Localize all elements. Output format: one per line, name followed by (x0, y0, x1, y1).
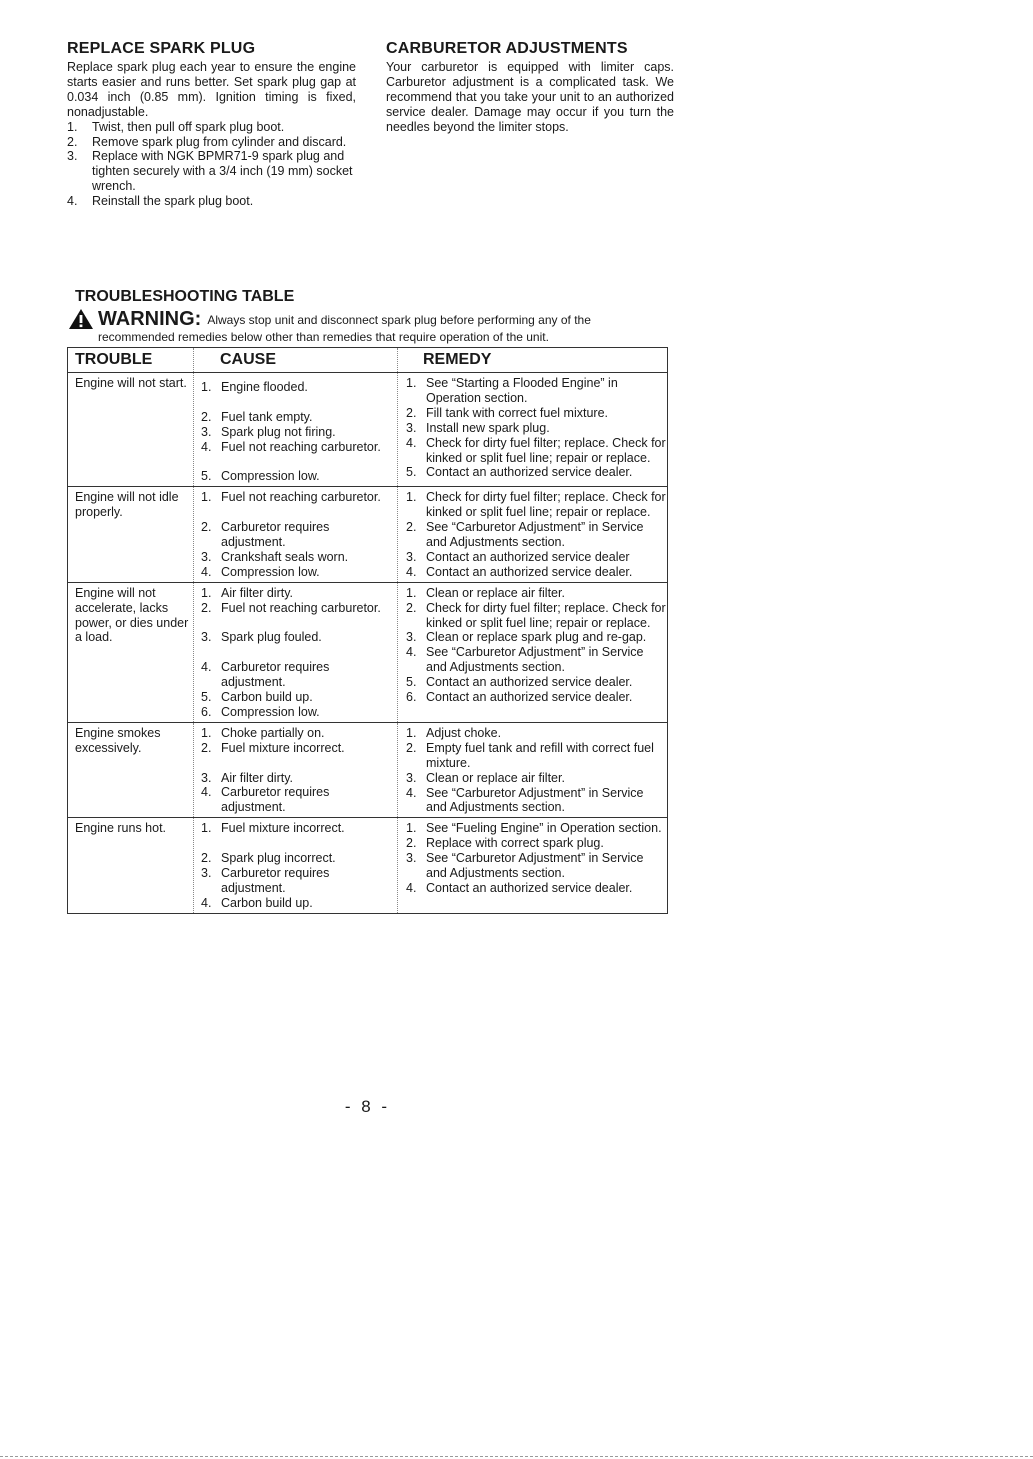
cause-cell: 1. Air filter dirty. 2. Fuel not reaching carburetor. 3. Spark plug fouled. 4. Carburetor requires adjustment. 5. Carbon build up. 6. Compression low. (194, 582, 398, 722)
table-row (68, 818, 668, 913)
list-item: 2. Remove spark plug from cylinder and discard. (67, 134, 347, 149)
trouble-cell: Engine smokes excessively. (68, 722, 194, 817)
spark-plug-steps (67, 120, 356, 209)
table-row (68, 722, 668, 817)
warning-triangle-icon (68, 308, 94, 330)
table-row (68, 373, 668, 487)
carburetor-section (386, 40, 674, 135)
page-number: - 8 - (344, 1097, 391, 1116)
spark-plug-section (67, 40, 356, 209)
trouble-cell: Engine will not idle properly. (68, 487, 194, 582)
remedy-cell: 1. Adjust choke. 2. Empty fuel tank and refill with correct fuel mixture. 3. Clean or replace air filter. 4. See “Carburetor Adjustment” in Service and Adjustments section. (398, 722, 668, 817)
header-trouble: TROUBLE (68, 348, 194, 373)
warning-block (68, 308, 668, 345)
trouble-cell: Engine will not accelerate, lacks power, or dies under a load. (68, 582, 194, 722)
warning-text: Always stop unit and disconnect spark plug before performing any of the (207, 313, 591, 327)
spark-plug-intro: Replace spark plug each year to ensure the engine starts easier and runs better. Set spark plug gap at 0.034 inch (0.85 mm). Ignition timing is fixed, nonadjustable. (67, 60, 356, 119)
remedy-cell: 1. See “Starting a Flooded Engine” in Operation section. 2. Fill tank with correct fuel mixture. 3. Install new spark plug. 4. Check for dirty fuel filter; replace. Check for kinked or split fuel line; repair or replace. 5. Contact an authorized service dealer. (398, 373, 668, 487)
troubleshooting-table (67, 347, 668, 914)
table-row (68, 582, 668, 722)
cause-cell: 1. Engine flooded. 2. Fuel tank empty. 3. Spark plug not firing. 4. Fuel not reaching carburetor. 5. Compression low. (194, 373, 398, 487)
troubleshooting-heading: TROUBLESHOOTING TABLE (75, 288, 295, 305)
cause-cell: 1. Choke partially on. 2. Fuel mixture incorrect. 3. Air filter dirty. 4. Carburetor requires adjustment. (194, 722, 398, 817)
trouble-cell: Engine will not start. (68, 373, 194, 487)
remedy-cell: 1. See “Fueling Engine” in Operation section. 2. Replace with correct spark plug. 3. See “Carburetor Adjustment” in Service and Adjustments section. 4. Contact an authorized service dealer. (398, 818, 668, 913)
warning-label: WARNING: (98, 308, 202, 330)
list-item: 3. Replace with NGK BPMR71-9 spark plug and tighten securely with a 3/4 inch (19 mm) socket wrench. (67, 149, 353, 194)
bottom-border (0, 1456, 1033, 1457)
warning-text-continued: recommended remedies below other than remedies that require operation of the unit. (98, 330, 549, 344)
header-remedy: REMEDY (398, 348, 668, 373)
list-item: 1. Twist, then pull off spark plug boot. (67, 119, 285, 134)
carburetor-text: Your carburetor is equipped with limiter caps. Carburetor adjustment is a complicated task. We recommend that you take your unit to an authorized service dealer. Damage may occur if you turn the needles beyond the limiter stops. (386, 60, 674, 134)
carburetor-heading: CARBURETOR ADJUSTMENTS (386, 40, 628, 57)
table-row (68, 487, 668, 582)
header-cause: CAUSE (194, 348, 398, 373)
list-item: 4. Reinstall the spark plug boot. (67, 194, 254, 209)
spark-plug-heading: REPLACE SPARK PLUG (67, 40, 256, 57)
cause-cell: 1. Fuel not reaching carburetor. 2. Carburetor requires adjustment. 3. Crankshaft seals worn. 4. Compression low. (194, 487, 398, 582)
cause-cell: 1. Fuel mixture incorrect. 2. Spark plug incorrect. 3. Carburetor requires adjustment. 4. Carbon build up. (194, 818, 398, 913)
trouble-cell: Engine runs hot. (68, 818, 194, 913)
remedy-cell: 1. Clean or replace air filter. 2. Check for dirty fuel filter; replace. Check for kinked or split fuel line; repair or replace. 3. Clean or replace spark plug and re-gap. 4. See “Carburetor Adjustment” in Service and Adjustments section. 5. Contact an authorized service dealer. 6. Contact an authorized service dealer. (398, 582, 668, 722)
remedy-cell: 1. Check for dirty fuel filter; replace. Check for kinked or split fuel line; repair or replace. 2. See “Carburetor Adjustment” in Service and Adjustments section. 3. Contact an authorized service dealer 4. Contact an authorized service dealer. (398, 487, 668, 582)
